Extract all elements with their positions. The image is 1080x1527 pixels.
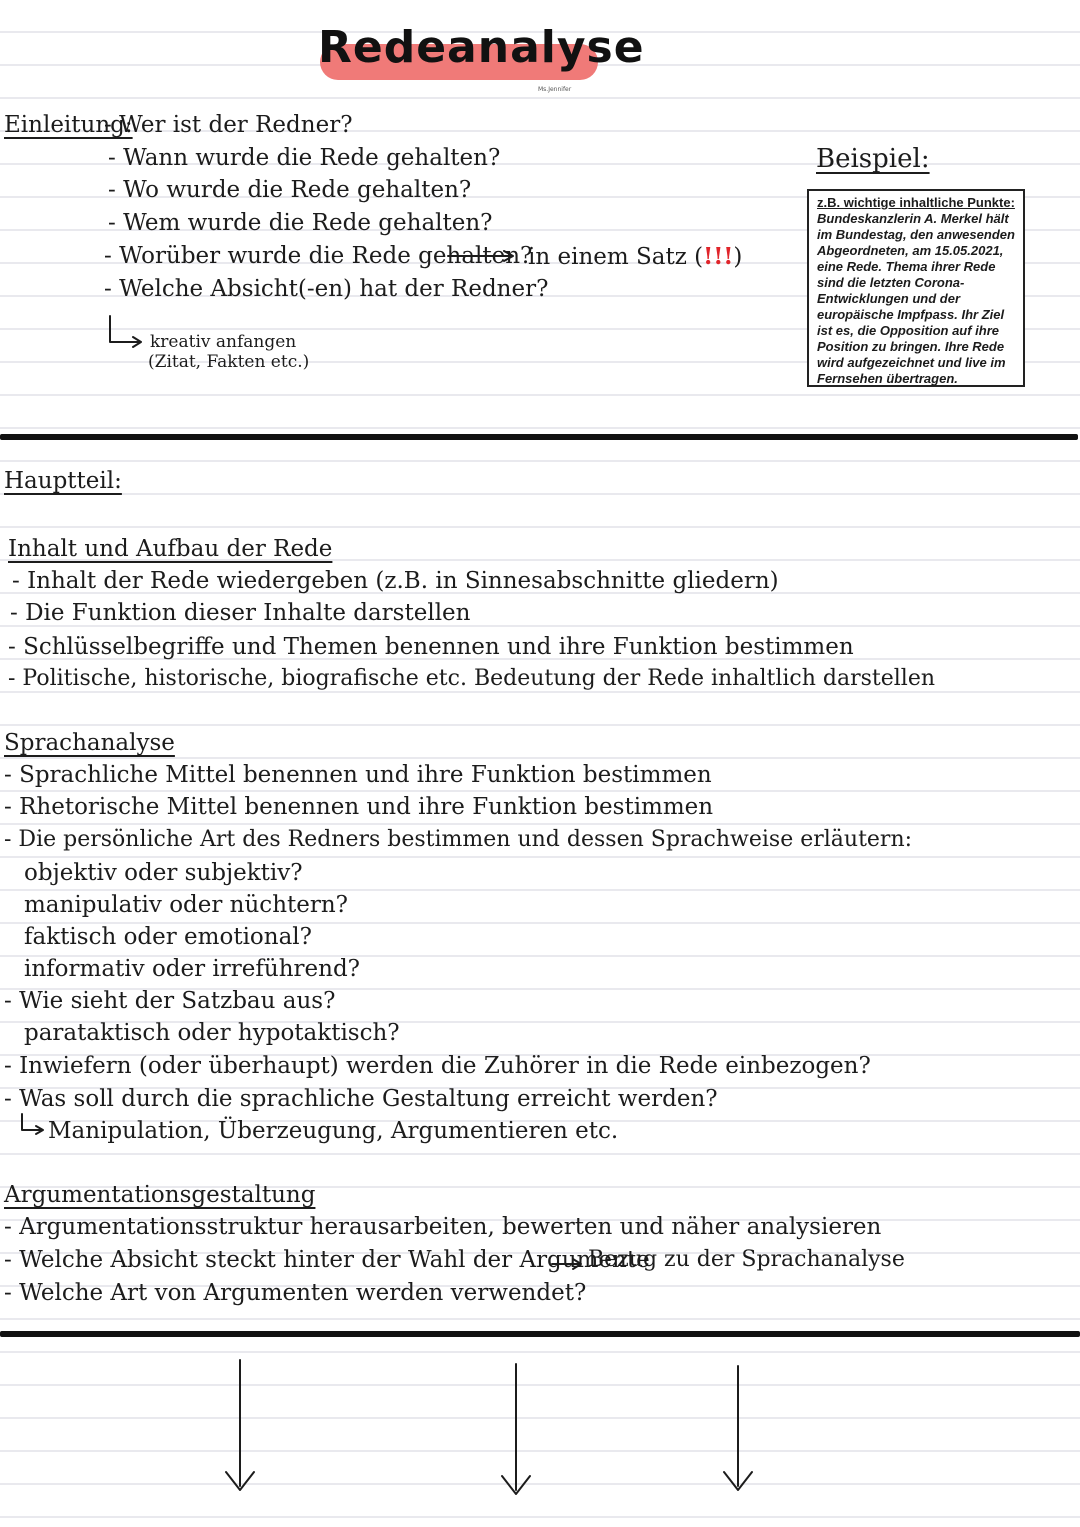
language-item: - Sprachliche Mittel benennen und ihre Funktion bestimmen: [4, 762, 712, 788]
content-item: - Inhalt der Rede wiedergeben (z.B. in Sinnesabschnitte gliedern): [12, 568, 779, 594]
intro-label: Einleitung:: [4, 112, 133, 138]
intro-question: - Wo wurde die Rede gehalten?: [108, 177, 472, 203]
intro-question: - Wann wurde die Rede gehalten?: [108, 145, 501, 171]
language-item: - Wie sieht der Satzbau aus?: [4, 988, 336, 1014]
one-sentence-text: in einem Satz (: [528, 244, 704, 270]
arrow-right-icon: [448, 251, 513, 261]
title-credit: Ms.Jennifer: [538, 86, 572, 93]
language-item: parataktisch oder hypotaktisch?: [24, 1020, 400, 1046]
language-item: - Was soll durch die sprachliche Gestaltung erreicht werden?: [4, 1086, 718, 1112]
intro-question: - Worüber wurde die Rede gehalten?: [104, 243, 533, 269]
intro-question: - Wer ist der Redner?: [104, 112, 353, 138]
hook-arrow-icon: [22, 1114, 43, 1134]
arrow-right-icon: [552, 1259, 581, 1269]
argumentation-item: - Welche Art von Argumenten werden verwendet?: [4, 1280, 587, 1306]
language-item: faktisch oder emotional?: [24, 924, 312, 950]
down-arrow-icon: [502, 1364, 530, 1494]
language-item: manipulativ oder nüchtern?: [24, 892, 348, 918]
intro-note-line1: kreativ anfangen: [150, 332, 297, 352]
down-arrow-icon: [226, 1360, 254, 1490]
argumentation-item: - Argumentationsstruktur herausarbeiten, bewerten und näher analysieren: [4, 1214, 882, 1240]
intro-question: - Wem wurde die Rede gehalten?: [108, 210, 493, 236]
argumentation-heading: Argumentationsgestaltung: [4, 1182, 316, 1208]
language-item: - Rhetorische Mittel benennen und ihre Funktion bestimmen: [4, 794, 714, 820]
argumentation-item: - Welche Absicht steckt hinter der Wahl der Argumente: [4, 1247, 650, 1273]
example-label: Beispiel:: [816, 144, 930, 174]
example-box-title: z.B. wichtige inhaltliche Punkte:: [817, 195, 1015, 210]
content-item: - Schlüsselbegriffe und Themen benennen und ihre Funktion bestimmen: [8, 634, 854, 660]
language-heading: Sprachanalyse: [4, 730, 175, 756]
emphasis-marks: !!!: [703, 243, 734, 270]
content-item: - Politische, historische, biografische etc. Bedeutung der Rede inhaltlich darstellen: [8, 666, 936, 691]
example-box-text: Bundeskanzlerin A. Merkel hält im Bundestag, den anwesenden Abgeordneten, am 15.05.2021, eine Rede. Thema ihrer Rede sind die letzten Corona-Entwicklungen und der europäische Impfpass. Ihr Ziel ist es, die Opposition auf ihre Position zu bringen. Ihre Rede wird aufgezeichnet und live im Fernsehen übertragen.: [817, 211, 1015, 386]
one-sentence-close: ): [733, 244, 743, 270]
intro-question: - Welche Absicht(-en) hat der Redner?: [104, 276, 549, 302]
language-item: objektiv oder subjektiv?: [24, 860, 303, 886]
argumentation-link: Bezug zu der Sprachanalyse: [588, 1247, 905, 1272]
content-item: - Die Funktion dieser Inhalte darstellen: [10, 600, 471, 626]
down-arrow-icon: [724, 1366, 752, 1490]
hook-arrow-icon: [110, 316, 141, 347]
page-title: Redeanalyse: [318, 22, 645, 73]
intro-note-line2: (Zitat, Fakten etc.): [148, 352, 310, 372]
content-heading: Inhalt und Aufbau der Rede: [8, 536, 333, 562]
language-item: - Die persönliche Art des Redners bestimmen und dessen Sprachweise erläutern:: [4, 827, 913, 852]
language-item: - Inwiefern (oder überhaupt) werden die Zuhörer in die Rede einbezogen?: [4, 1053, 871, 1079]
language-item: informativ oder irreführend?: [24, 956, 361, 982]
main-label: Hauptteil:: [4, 468, 122, 494]
language-result: Manipulation, Überzeugung, Argumentieren etc.: [48, 1118, 619, 1144]
